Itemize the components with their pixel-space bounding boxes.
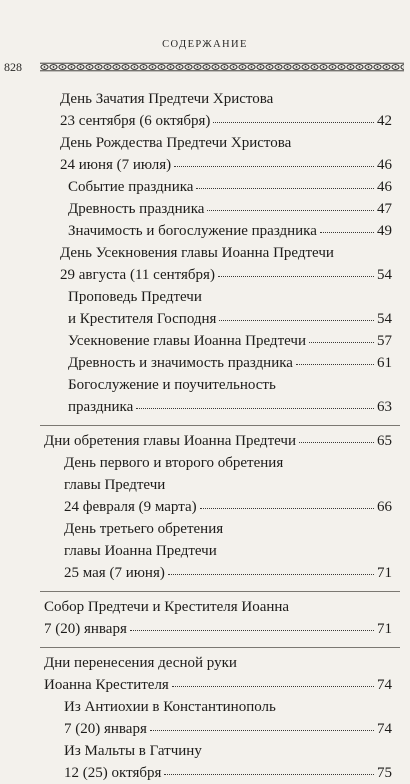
toc-entry: главы Иоанна Предтечи <box>64 543 217 559</box>
toc-entry: праздника 63 <box>68 399 392 415</box>
toc-entry: Богослужение и поучительность <box>68 377 276 393</box>
page-number: 828 <box>4 60 22 74</box>
toc-entry: День Усекновения главы Иоанна Предтечи <box>60 245 334 261</box>
toc-entry: главы Предтечи <box>64 477 166 493</box>
section-divider <box>40 591 400 592</box>
ornamental-rule <box>40 62 404 72</box>
toc-entry: День третьего обретения <box>64 521 224 537</box>
toc-entry: День Рождества Предтечи Христова <box>60 135 292 151</box>
toc-entry: 7 (20) января 74 <box>64 721 392 737</box>
section-divider <box>40 425 400 426</box>
toc-entry: Усекновение главы Иоанна Предтечи 57 <box>68 333 392 349</box>
toc-entry: Дни обретения главы Иоанна Предтечи 65 <box>44 433 392 449</box>
toc-entry: 24 февраля (9 марта) 66 <box>64 499 392 515</box>
toc-entry: 25 мая (7 июня) 71 <box>64 565 392 581</box>
toc-entry: Собор Предтечи и Крестителя Иоанна <box>44 599 290 615</box>
toc-entry: Событие праздника 46 <box>68 179 392 195</box>
toc-entry: День первого и второго обретения <box>64 455 284 471</box>
toc-entry: Проповедь Предтечи <box>68 289 202 305</box>
toc-entry: Из Мальты в Гатчину <box>64 743 202 759</box>
toc-entry: Из Антиохии в Константинополь <box>64 699 276 715</box>
toc-entry: 12 (25) октября 75 <box>64 765 392 781</box>
toc-entry: 24 июня (7 июля) 46 <box>60 157 392 173</box>
toc-entry: Древность праздника 47 <box>68 201 392 217</box>
toc-entry: Иоанна Крестителя 74 <box>44 677 392 693</box>
toc-entry: День Зачатия Предтечи Христова <box>60 91 274 107</box>
toc-entry: 29 августа (11 сентября) 54 <box>60 267 392 283</box>
toc-entry: 7 (20) января 71 <box>44 621 392 637</box>
section-divider <box>40 647 400 648</box>
toc-entry: Значимость и богослужение праздника 49 <box>68 223 392 239</box>
toc-entry: Древность и значимость праздника 61 <box>68 355 392 371</box>
running-header-title: СОДЕРЖАНИЕ <box>162 39 248 50</box>
toc-entry: Дни перенесения десной руки <box>44 655 237 671</box>
toc-entry: 23 сентября (6 октября) 42 <box>60 113 392 129</box>
toc-entry: и Крестителя Господня 54 <box>68 311 392 327</box>
